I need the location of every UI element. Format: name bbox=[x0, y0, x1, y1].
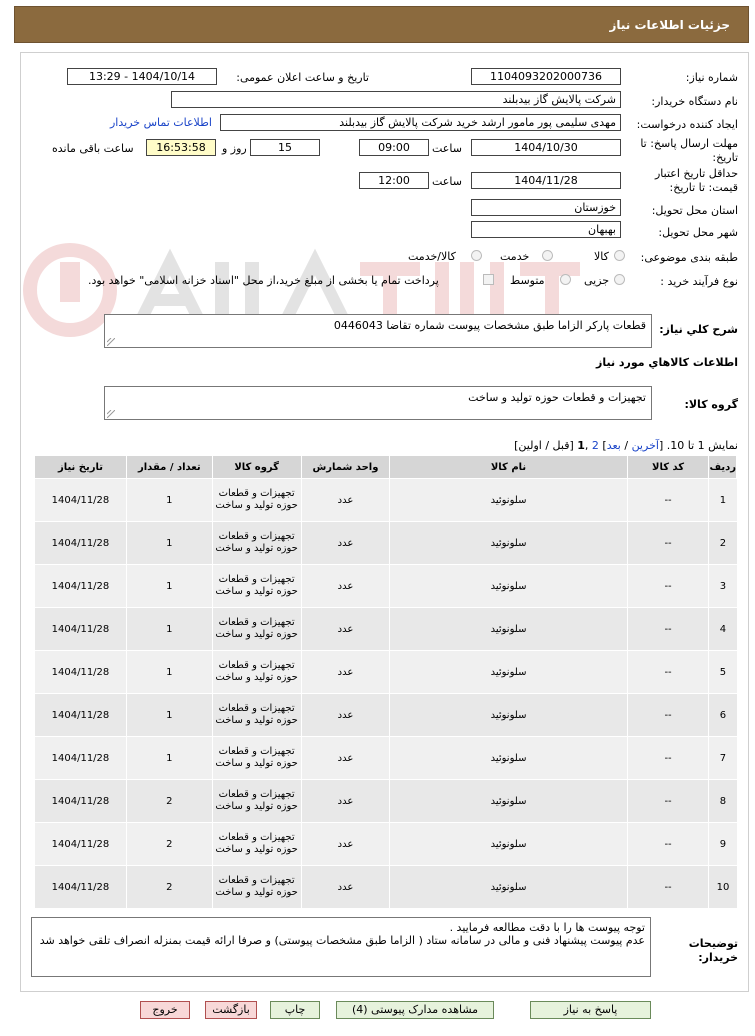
buyer-org-label: نام دستگاه خریدار: bbox=[651, 95, 738, 108]
summary-label: شرح کلي نياز: bbox=[659, 323, 738, 336]
group-cell: تجهیزات و قطعات حوزه تولید و ساخت bbox=[212, 780, 301, 823]
item-code-cell: -- bbox=[627, 522, 709, 565]
row-number-cell: 2 bbox=[709, 522, 737, 565]
table-row bbox=[35, 737, 737, 780]
row-number-cell: 7 bbox=[709, 737, 737, 780]
unit-cell: عدد bbox=[301, 737, 390, 780]
item-name-cell: سلونوئید bbox=[390, 694, 627, 737]
pagination-last-link[interactable]: آخرین bbox=[631, 439, 659, 452]
unit-cell: عدد bbox=[301, 866, 390, 909]
unit-cell: عدد bbox=[301, 694, 390, 737]
exit-button[interactable]: خروج bbox=[140, 1001, 190, 1019]
item-name-cell: سلونوئید bbox=[390, 565, 627, 608]
item-code-cell: -- bbox=[627, 780, 709, 823]
quantity-cell: 1 bbox=[126, 694, 212, 737]
item-code-cell: -- bbox=[627, 608, 709, 651]
summary-textarea bbox=[104, 314, 652, 348]
buyer-org-field: شرکت پالایش گاز بیدبلند bbox=[171, 91, 621, 108]
col-row-header: ردیف bbox=[709, 456, 737, 479]
item-name-cell: سلونوئید bbox=[390, 479, 627, 522]
pagination-separator: ] bbox=[598, 439, 607, 452]
row-number-cell: 3 bbox=[709, 565, 737, 608]
process-medium-label: متوسط bbox=[510, 274, 545, 287]
table-row bbox=[35, 479, 737, 522]
category-goods-label: کالا bbox=[594, 250, 609, 263]
city-label: شهر محل تحویل: bbox=[658, 226, 738, 239]
row-number-cell: 10 bbox=[709, 866, 737, 909]
reply-button[interactable]: پاسخ به نیاز bbox=[530, 1001, 651, 1019]
pagination-next-link[interactable]: بعد bbox=[606, 439, 621, 452]
city-field: بهبهان bbox=[471, 221, 621, 238]
deadline-time-label: ساعت bbox=[432, 142, 462, 155]
need-date-cell: 1404/11/28 bbox=[35, 651, 127, 694]
item-code-cell: -- bbox=[627, 565, 709, 608]
group-cell: تجهیزات و قطعات حوزه تولید و ساخت bbox=[212, 651, 301, 694]
treasury-payment-note: پرداخت تمام یا بخشی از مبلغ خرید،از محل "اسناد خزانه اسلامی" خواهد بود. bbox=[88, 274, 439, 287]
category-service-label: خدمت bbox=[500, 250, 530, 263]
page-title: جزئیات اطلاعات نیاز bbox=[609, 18, 730, 32]
table-row bbox=[35, 651, 737, 694]
item-name-cell: سلونوئید bbox=[390, 823, 627, 866]
unit-cell: عدد bbox=[301, 479, 390, 522]
item-name-cell: سلونوئید bbox=[390, 780, 627, 823]
table-row bbox=[35, 522, 737, 565]
validity-label: حداقل تاریخ اعتبار bbox=[654, 167, 738, 180]
need-date-cell: 1404/11/28 bbox=[35, 866, 127, 909]
pagination-page-1: 1 bbox=[577, 439, 585, 452]
group-cell: تجهیزات و قطعات حوزه تولید و ساخت bbox=[212, 866, 301, 909]
buyer-notes-label bbox=[688, 937, 738, 965]
days-remaining-field: 15 bbox=[250, 139, 320, 156]
pagination-separator: / bbox=[620, 439, 632, 452]
group-cell: تجهیزات و قطعات حوزه تولید و ساخت bbox=[212, 479, 301, 522]
buyer-notes-line-1: توجه پیوست ها را با دقت مطالعه فرمایید . bbox=[449, 921, 645, 934]
need-date-cell: 1404/11/28 bbox=[35, 780, 127, 823]
quantity-cell: 1 bbox=[126, 479, 212, 522]
need-date-cell: 1404/11/28 bbox=[35, 737, 127, 780]
resize-grip-icon[interactable] bbox=[107, 338, 115, 346]
need-date-cell: 1404/11/28 bbox=[35, 522, 127, 565]
table-row bbox=[35, 780, 737, 823]
table-header-row bbox=[35, 456, 737, 479]
print-button[interactable]: چاپ bbox=[270, 1001, 320, 1019]
need-number-field: 1104093202000736 bbox=[471, 68, 621, 85]
item-code-cell: -- bbox=[627, 479, 709, 522]
view-attachments-button[interactable]: مشاهده مدارک پیوستی (4) bbox=[336, 1001, 494, 1019]
validity-time-label: ساعت bbox=[432, 175, 462, 188]
deadline-label-date: تاریخ: bbox=[712, 151, 738, 164]
row-number-cell: 1 bbox=[709, 479, 737, 522]
item-name-cell: سلونوئید bbox=[390, 866, 627, 909]
item-code-cell: -- bbox=[627, 694, 709, 737]
page-header bbox=[14, 6, 749, 43]
creator-field: مهدی سلیمی پور مامور ارشد خرید شرکت پالایش گاز بیدبلند bbox=[220, 114, 621, 131]
category-label: طبقه بندی موضوعی: bbox=[640, 251, 738, 264]
table-row bbox=[35, 608, 737, 651]
category-goods-radio[interactable] bbox=[614, 250, 625, 261]
goods-group-label: گروه کالا: bbox=[684, 398, 738, 411]
quantity-cell: 2 bbox=[126, 866, 212, 909]
need-number-label: شماره نیاز: bbox=[685, 71, 738, 84]
need-date-cell: 1404/11/28 bbox=[35, 823, 127, 866]
quantity-cell: 1 bbox=[126, 565, 212, 608]
resize-grip-icon[interactable] bbox=[107, 410, 115, 418]
need-date-cell: 1404/11/28 bbox=[35, 694, 127, 737]
pagination-prefix: نمایش 1 تا 10. [ bbox=[658, 439, 738, 452]
item-name-cell: سلونوئید bbox=[390, 737, 627, 780]
creator-label: ایجاد کننده درخواست: bbox=[636, 118, 738, 131]
process-label: نوع فرآیند خرید : bbox=[660, 275, 738, 288]
validity-date-field: 1404/11/28 bbox=[471, 172, 621, 189]
unit-cell: عدد bbox=[301, 823, 390, 866]
process-minor-radio[interactable] bbox=[614, 274, 625, 285]
unit-cell: عدد bbox=[301, 651, 390, 694]
buyer-contact-link[interactable]: اطلاعات تماس خریدار bbox=[110, 116, 212, 129]
pagination-prev-first: [قبل / اولین] bbox=[514, 439, 578, 452]
pagination-page-2[interactable]: 2 bbox=[591, 439, 599, 452]
group-cell: تجهیزات و قطعات حوزه تولید و ساخت bbox=[212, 823, 301, 866]
unit-cell: عدد bbox=[301, 522, 390, 565]
unit-cell: عدد bbox=[301, 780, 390, 823]
row-number-cell: 8 bbox=[709, 780, 737, 823]
announce-label: تاریخ و ساعت اعلان عمومی: bbox=[236, 71, 369, 84]
category-service-radio[interactable] bbox=[542, 250, 553, 261]
back-button[interactable]: بازگشت bbox=[205, 1001, 257, 1019]
col-qty-header: تعداد / مقدار bbox=[126, 456, 212, 479]
unit-cell: عدد bbox=[301, 608, 390, 651]
goods-group-text: تجهیزات و قطعات حوزه تولید و ساخت bbox=[468, 391, 646, 404]
table-row bbox=[35, 823, 737, 866]
pagination bbox=[514, 439, 738, 452]
col-date-header: تاریخ نیاز bbox=[35, 456, 127, 479]
col-group-header: گروه کالا bbox=[212, 456, 301, 479]
treasury-payment-checkbox[interactable] bbox=[483, 274, 494, 285]
goods-section-title: اطلاعات کالاهاي مورد نياز bbox=[596, 356, 738, 369]
validity-time-field: 12:00 bbox=[359, 172, 429, 189]
summary-text: قطعات پارکر الزاما طبق مشخصات پیوست شماره تقاضا 0446043 bbox=[333, 319, 646, 332]
province-field: خوزستان bbox=[471, 199, 621, 216]
row-number-cell: 5 bbox=[709, 651, 737, 694]
goods-group-textarea bbox=[104, 386, 652, 420]
unit-cell: عدد bbox=[301, 565, 390, 608]
quantity-cell: 2 bbox=[126, 780, 212, 823]
row-number-cell: 9 bbox=[709, 823, 737, 866]
quantity-cell: 1 bbox=[126, 608, 212, 651]
group-cell: تجهیزات و قطعات حوزه تولید و ساخت bbox=[212, 522, 301, 565]
buyer-notes-label-text: توضیحات خریدار: bbox=[688, 937, 738, 964]
item-code-cell: -- bbox=[627, 823, 709, 866]
group-cell: تجهیزات و قطعات حوزه تولید و ساخت bbox=[212, 737, 301, 780]
deadline-label: مهلت ارسال پاسخ: تا bbox=[640, 137, 738, 150]
item-code-cell: -- bbox=[627, 651, 709, 694]
goods-table bbox=[34, 455, 737, 909]
remaining-time-label: ساعت باقی مانده bbox=[52, 142, 134, 155]
province-label: استان محل تحویل: bbox=[651, 204, 738, 217]
days-label: روز و bbox=[222, 142, 247, 155]
validity-label-date: قیمت: تا تاریخ: bbox=[669, 181, 738, 194]
row-number-cell: 6 bbox=[709, 694, 737, 737]
table-row bbox=[35, 565, 737, 608]
item-name-cell: سلونوئید bbox=[390, 608, 627, 651]
process-medium-radio[interactable] bbox=[560, 274, 571, 285]
item-name-cell: سلونوئید bbox=[390, 651, 627, 694]
need-date-cell: 1404/11/28 bbox=[35, 479, 127, 522]
quantity-cell: 1 bbox=[126, 737, 212, 780]
item-code-cell: -- bbox=[627, 866, 709, 909]
category-both-radio[interactable] bbox=[471, 250, 482, 261]
table-row bbox=[35, 866, 737, 909]
quantity-cell: 2 bbox=[126, 823, 212, 866]
category-both-label: کالا/خدمت bbox=[408, 250, 456, 263]
buyer-notes-line-2: عدم پیوست پیشنهاد فنی و مالی در سامانه ستاد ( الزاما طبق مشخصات پیوستی) و صرفا ارائه قیمت بمنزله انصراف تلقی خواهد شد bbox=[39, 934, 645, 947]
item-name-cell: سلونوئید bbox=[390, 522, 627, 565]
col-code-header: کد کالا bbox=[627, 456, 709, 479]
announce-datetime-field: 1404/10/14 - 13:29 bbox=[67, 68, 217, 85]
quantity-cell: 1 bbox=[126, 522, 212, 565]
deadline-date-field: 1404/10/30 bbox=[471, 139, 621, 156]
need-date-cell: 1404/11/28 bbox=[35, 608, 127, 651]
process-minor-label: جزیی bbox=[584, 274, 610, 287]
pagination-separator: , bbox=[584, 439, 592, 452]
group-cell: تجهیزات و قطعات حوزه تولید و ساخت bbox=[212, 565, 301, 608]
need-date-cell: 1404/11/28 bbox=[35, 565, 127, 608]
row-number-cell: 4 bbox=[709, 608, 737, 651]
buyer-notes-box bbox=[31, 917, 651, 977]
group-cell: تجهیزات و قطعات حوزه تولید و ساخت bbox=[212, 608, 301, 651]
deadline-time-field: 09:00 bbox=[359, 139, 429, 156]
group-cell: تجهیزات و قطعات حوزه تولید و ساخت bbox=[212, 694, 301, 737]
quantity-cell: 1 bbox=[126, 651, 212, 694]
remaining-time-field: 16:53:58 bbox=[146, 139, 216, 156]
col-unit-header: واحد شمارش bbox=[301, 456, 390, 479]
col-name-header: نام کالا bbox=[390, 456, 627, 479]
item-code-cell: -- bbox=[627, 737, 709, 780]
table-row bbox=[35, 694, 737, 737]
